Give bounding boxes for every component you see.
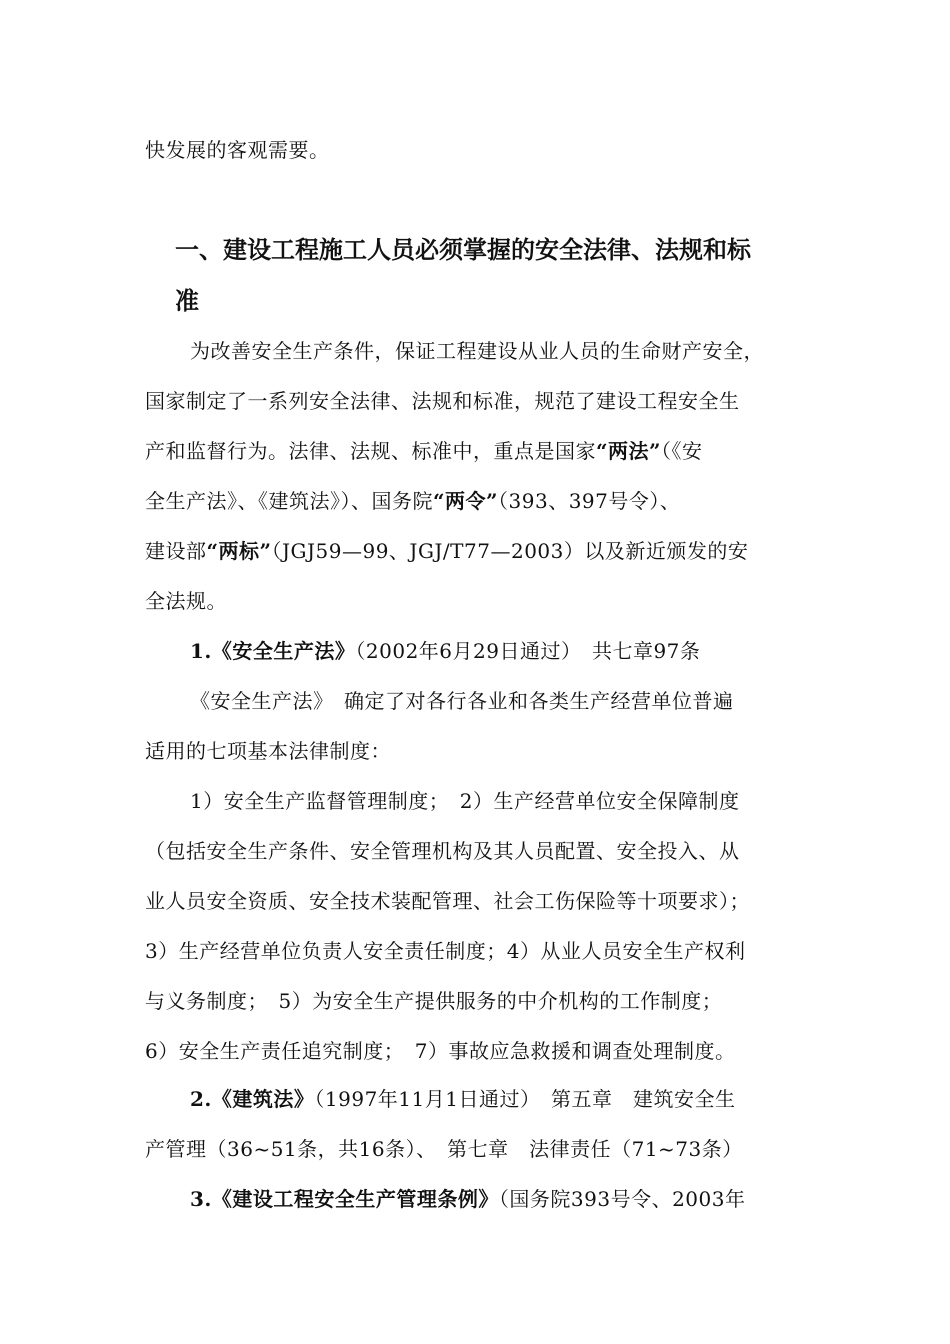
item-2-title: 2.《建筑法》 bbox=[190, 1087, 315, 1111]
section-heading-line1: 一、建设工程施工人员必须掌握的安全法律、法规和标 bbox=[175, 236, 751, 264]
para2-line-6: 6）安全生产责任追究制度； 7）事故应急救援和调查处理制度。 bbox=[145, 1039, 736, 1063]
item-2-line bbox=[190, 1084, 735, 1114]
item-2-detail: （1997年11月1日通过） 第五章 建筑安全生 bbox=[314, 1087, 736, 1111]
intro-text: （JGJ59—99、JGJ/T77—2003）以及新近颁发的安 bbox=[271, 539, 749, 563]
item-1-detail: （2002年6月29日通过） 共七章97条 bbox=[355, 639, 701, 663]
intro-text: 建设部 bbox=[145, 539, 207, 563]
carry-over-line: 快发展的客观需要。 bbox=[145, 138, 330, 162]
intro-line-6: 全法规。 bbox=[145, 589, 227, 613]
intro-text: 产和监督行为。法律、法规、标准中，重点是国家 bbox=[145, 439, 596, 463]
para2-line-1: 1）安全生产监督管理制度； 2）生产经营单位安全保障制度 bbox=[190, 789, 740, 813]
item-3-detail: （国务院393号令、2003年 bbox=[498, 1187, 746, 1211]
item-1-line bbox=[190, 636, 700, 666]
para2-line-4: 3）生产经营单位负责人安全责任制度；4）从业人员安全生产权利 bbox=[145, 939, 746, 963]
para1-line-2: 适用的七项基本法律制度： bbox=[145, 739, 391, 763]
para2-line-3: 业人员安全资质、安全技术装配管理、社会工伤保险等十项要求）； bbox=[145, 889, 750, 913]
intro-text: 全生产法》、《建筑法》）、国务院 bbox=[145, 489, 433, 513]
emphasis-two-orders: “两令” bbox=[433, 489, 499, 513]
intro-line-4 bbox=[145, 486, 680, 516]
intro-line-2: 国家制定了一系列安全法律、法规和标准，规范了建设工程安全生 bbox=[145, 389, 740, 413]
item-3-title: 3.《建设工程安全生产管理条例》 bbox=[190, 1187, 499, 1211]
para2-line-5: 与义务制度； 5）为安全生产提供服务的中介机构的工作制度； bbox=[145, 989, 723, 1013]
item-2-line-2: 产管理（36~51条，共16条）、 第七章 法律责任（71~73条） bbox=[145, 1137, 743, 1161]
item-1-title: 1.《安全生产法》 bbox=[190, 639, 356, 663]
emphasis-two-laws: “两法” bbox=[596, 439, 662, 463]
intro-text: （393、397号令）、 bbox=[498, 489, 681, 513]
section-heading-line2: 准 bbox=[175, 287, 199, 315]
para1-line-1: 《安全生产法》 确定了对各行各业和各类生产经营单位普遍 bbox=[190, 689, 734, 713]
emphasis-two-standards: “两标” bbox=[206, 539, 272, 563]
intro-line-3 bbox=[145, 436, 703, 466]
intro-line-1: 为改善安全生产条件，保证工程建设从业人员的生命财产安全， bbox=[190, 339, 764, 363]
item-3-line bbox=[190, 1184, 745, 1214]
intro-text: （《安 bbox=[661, 439, 703, 463]
para2-line-2: （包括安全生产条件、安全管理机构及其人员配置、安全投入、从 bbox=[145, 839, 740, 863]
intro-line-5 bbox=[145, 536, 748, 566]
